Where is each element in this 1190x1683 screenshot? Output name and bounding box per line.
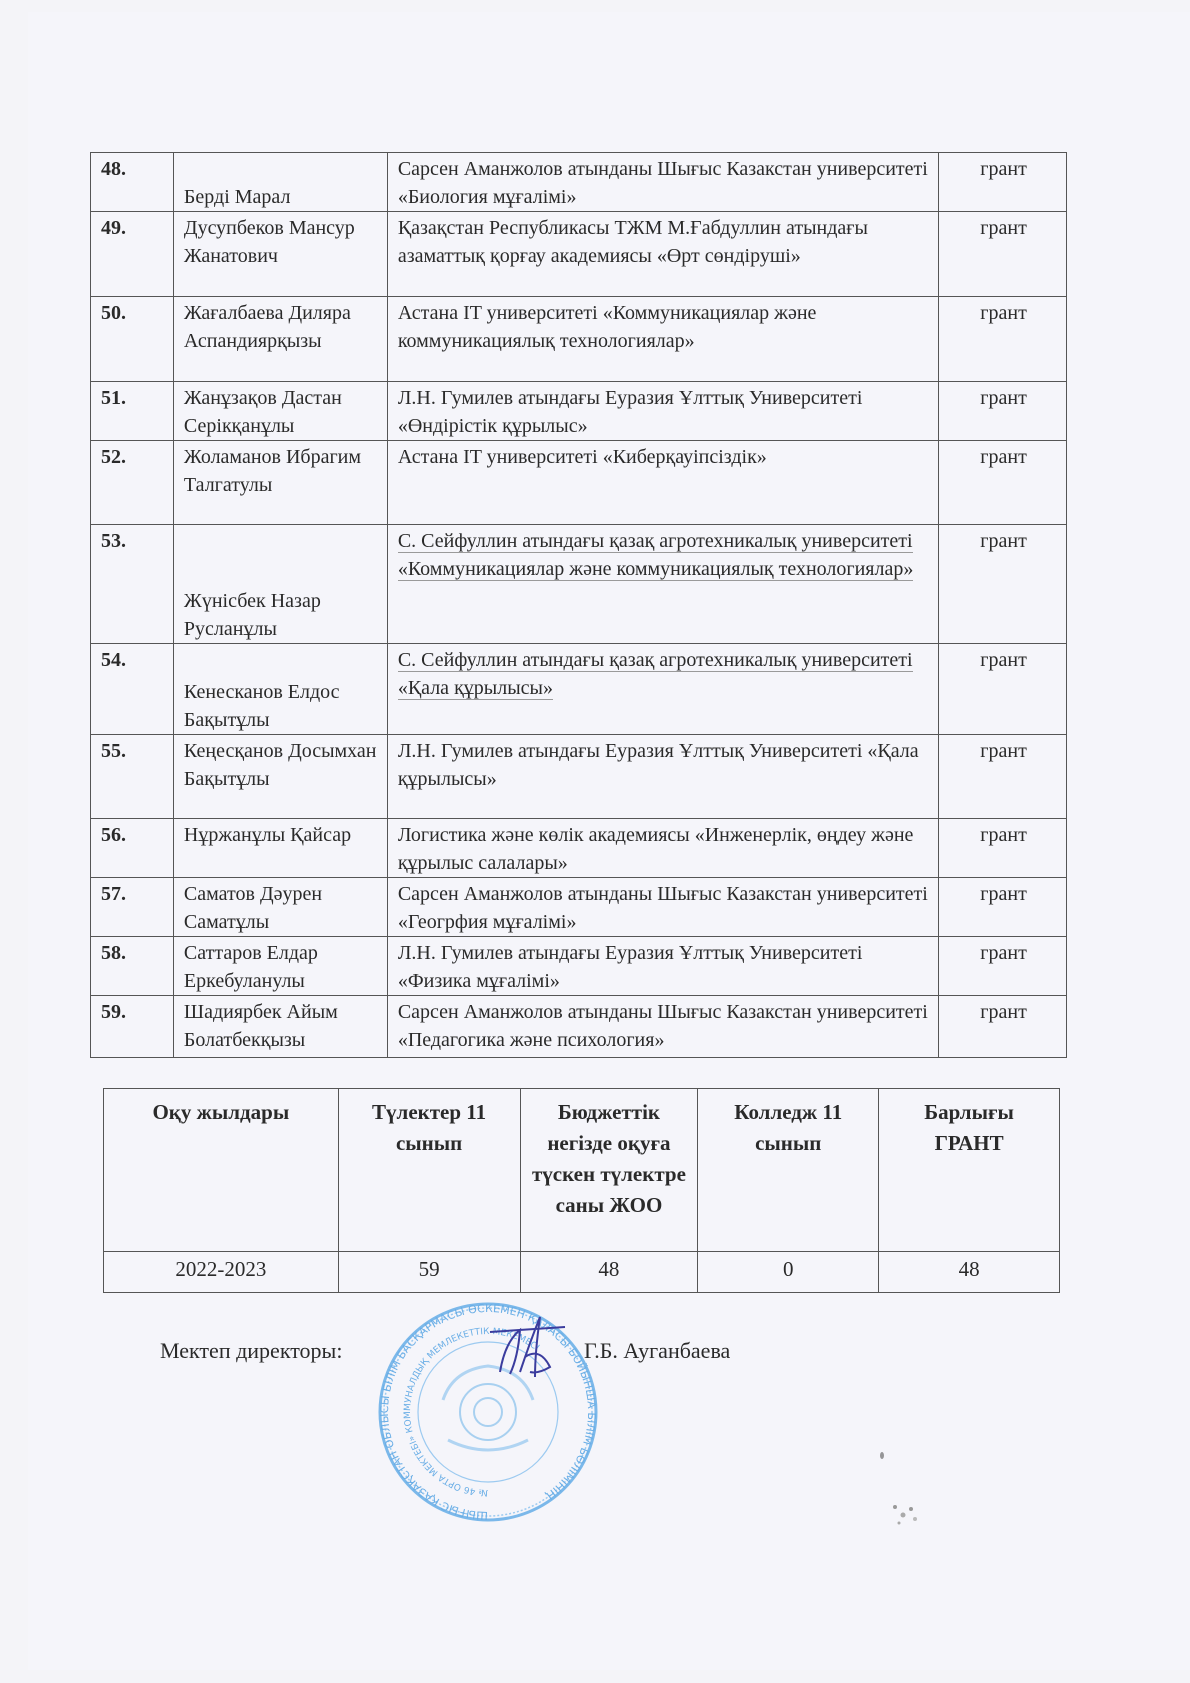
director-name: Г.Б. Ауганбаева <box>584 1338 731 1363</box>
row-number: 50. <box>91 297 174 382</box>
student-name: Жүнісбек Назар Русланұлы <box>173 525 387 644</box>
institution: Сарсен Аманжолов атынданы Шығыс Казакстан университеті «Педагогика және психология» <box>387 996 938 1058</box>
institution: Логистика және көлік академиясы «Инженерлік, өңдеу және құрылыс салалары» <box>387 819 938 878</box>
row-number: 56. <box>91 819 174 878</box>
student-name: Берді Марал <box>173 153 387 212</box>
status-cell: грант <box>939 878 1067 937</box>
table-row <box>91 441 1067 525</box>
scan-smudge <box>885 1495 925 1535</box>
row-number: 55. <box>91 735 174 819</box>
table-row <box>91 735 1067 819</box>
signature-icon <box>480 1312 570 1382</box>
institution: Қазақстан Республикасы ТЖМ М.Ғабдуллин атындағы азаматтық қорғау академиясы «Өрт сөндіруші» <box>387 212 938 297</box>
header-total-grant: Барлығы ГРАНТ <box>879 1089 1060 1252</box>
table-row <box>91 525 1067 644</box>
institution: Сарсен Аманжолов атынданы Шығыс Казакстан университеті «Геогрфия мұғалімі» <box>387 878 938 937</box>
header-graduates: Түлектер 11 сынып <box>338 1089 520 1252</box>
total-grant-count: 48 <box>879 1252 1060 1293</box>
table-row <box>91 819 1067 878</box>
institution-text: С. Сейфуллин атындағы қазақ агротехникалық университеті «Қала құрылысы» <box>397 649 913 699</box>
student-name: Саматов Дәурен Саматұлы <box>173 878 387 937</box>
study-year: 2022-2023 <box>104 1252 339 1293</box>
status-cell: грант <box>939 297 1067 382</box>
status-cell: грант <box>939 212 1067 297</box>
status-cell: грант <box>939 153 1067 212</box>
student-name: Жағалбаева Диляра Аспандиярқызы <box>173 297 387 382</box>
table-row <box>91 153 1067 212</box>
row-number: 51. <box>91 382 174 441</box>
student-name: Саттаров Елдар Еркебуланулы <box>173 937 387 996</box>
status-cell: грант <box>939 644 1067 735</box>
student-name: Жоламанов Ибрагим Талгатулы <box>173 441 387 525</box>
header-budget-university: Бюджеттік негізде оқуға түскен түлектре саны ЖОО <box>520 1089 698 1252</box>
row-number: 49. <box>91 212 174 297</box>
institution: Астана IT университеті «Коммуникациялар және коммуникациялық технологиялар» <box>387 297 938 382</box>
institution <box>387 644 938 735</box>
table-row <box>91 297 1067 382</box>
status-cell: грант <box>939 996 1067 1058</box>
summary-data-row <box>104 1252 1060 1293</box>
status-cell: грант <box>939 735 1067 819</box>
student-name: Жанұзақов Дастан Серікқанұлы <box>173 382 387 441</box>
summary-table <box>103 1088 1060 1293</box>
header-study-years: Оқу жылдары <box>104 1089 339 1252</box>
student-name: Нұржанұлы Қайсар <box>173 819 387 878</box>
institution: Л.Н. Гумилев атындағы Еуразия Ұлттық Университеті «Физика мұғалімі» <box>387 937 938 996</box>
row-number: 59. <box>91 996 174 1058</box>
table-row <box>91 937 1067 996</box>
table-row <box>91 382 1067 441</box>
scan-speck <box>880 1452 884 1459</box>
summary-header-row <box>104 1089 1060 1252</box>
row-number: 57. <box>91 878 174 937</box>
status-cell: грант <box>939 819 1067 878</box>
institution-text: С. Сейфуллин атындағы қазақ агротехникалық университеті «Коммуникациялар және коммуникациялық технологиялар» <box>397 530 914 580</box>
budget-university-count: 48 <box>520 1252 698 1293</box>
header-college: Колледж 11 сынып <box>698 1089 879 1252</box>
table-row <box>91 644 1067 735</box>
row-number: 54. <box>91 644 174 735</box>
student-name: Шадиярбек Айым Болатбекқызы <box>173 996 387 1058</box>
institution: Сарсен Аманжолов атынданы Шығыс Казакстан университеті «Биология мұғалімі» <box>387 153 938 212</box>
student-name: Кеңесқанов Досымхан Бақытұлы <box>173 735 387 819</box>
row-number: 53. <box>91 525 174 644</box>
college-count: 0 <box>698 1252 879 1293</box>
row-number: 48. <box>91 153 174 212</box>
institution: Астана IT университеті «Киберқауіпсіздік» <box>387 441 938 525</box>
status-cell: грант <box>939 382 1067 441</box>
status-cell: грант <box>939 525 1067 644</box>
stamp-inner-text: № 46 ОРТА МЕКТЕБІ» КОММУНАЛДЫҚ МЕМЛЕКЕТТІК МЕКЕМЕСІ <box>402 1326 541 1498</box>
director-label: Мектеп директоры: <box>160 1338 343 1363</box>
graduates-count: 59 <box>338 1252 520 1293</box>
institution <box>387 525 938 644</box>
table-row <box>91 996 1067 1058</box>
status-cell: грант <box>939 937 1067 996</box>
institution: Л.Н. Гумилев атындағы Еуразия Ұлттық Университеті «Қала құрылысы» <box>387 735 938 819</box>
student-name: Кенесканов Елдос Бақытұлы <box>173 644 387 735</box>
stamp-outer-text: ШЫҒЫС ҚАЗАҚСТАН ОБЛЫСЫ БІЛІМ БАСҚАРМАСЫ ӨСКЕМЕН ҚАЛАСЫ БОЙЫНША БІЛІМ БӨЛІМІНІҢ <box>377 1301 599 1523</box>
status-cell: грант <box>939 441 1067 525</box>
student-name: Дусупбеков Мансур Жанатович <box>173 212 387 297</box>
row-number: 52. <box>91 441 174 525</box>
row-number: 58. <box>91 937 174 996</box>
table-row <box>91 878 1067 937</box>
table-row <box>91 212 1067 297</box>
graduates-table <box>90 152 1067 1058</box>
institution: Л.Н. Гумилев атындағы Еуразия Ұлттық Университеті «Өндірістік құрылыс» <box>387 382 938 441</box>
